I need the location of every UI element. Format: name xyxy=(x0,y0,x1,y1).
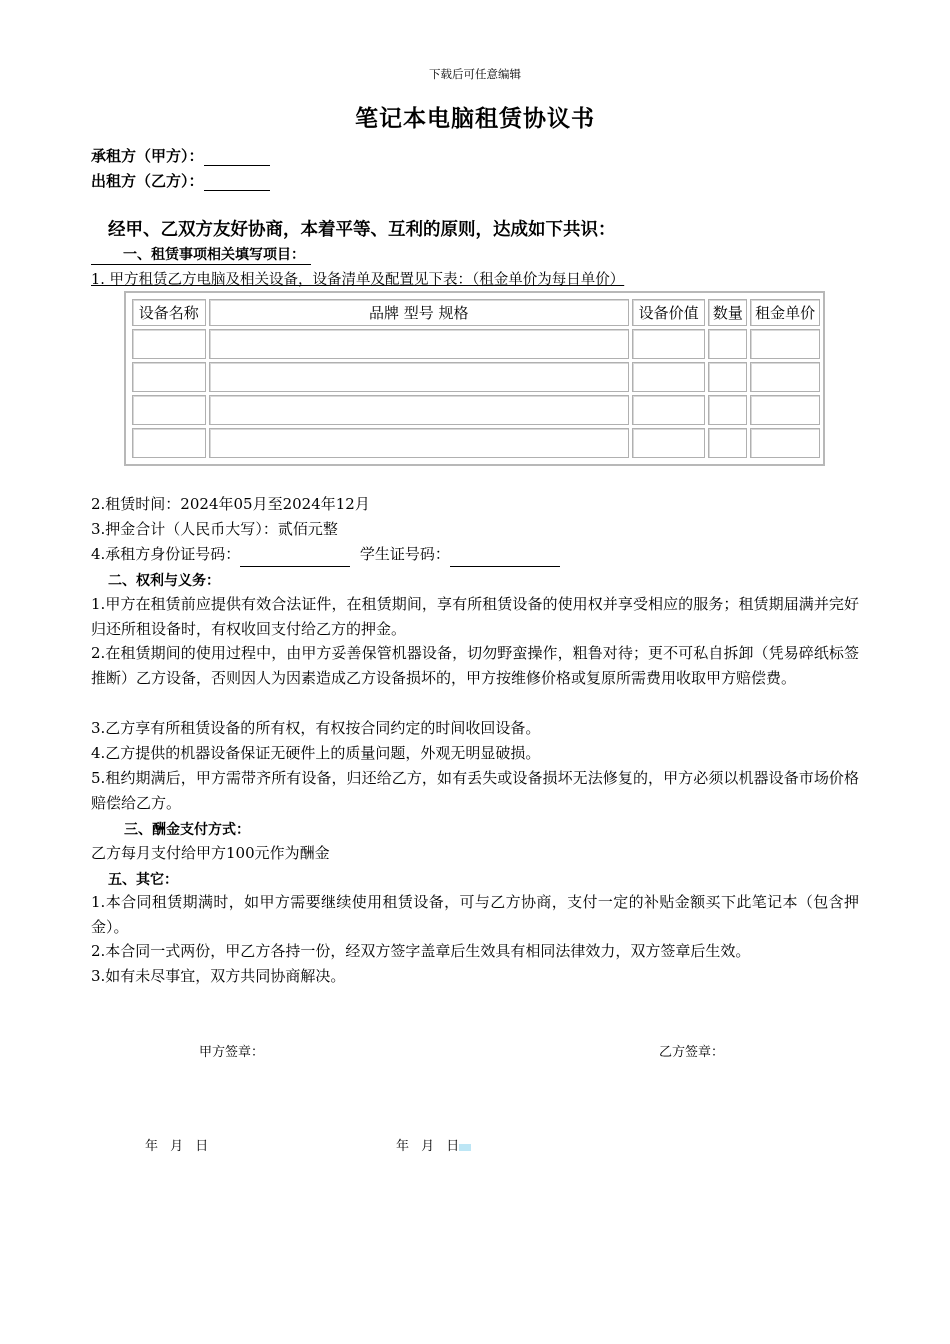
section1-item4 xyxy=(91,542,560,567)
section2-item2: 2.在租赁期间的使用过程中，由甲方妥善保管机器设备，切勿野蛮操作，粗鲁对待；更不可私自拆卸（凭易碎纸标签推断）乙方设备，否则因人为因素造成乙方设备损坏的，甲方按维修价格或复原所需费用收取甲方赔偿费。 xyxy=(91,644,859,687)
table-cell[interactable] xyxy=(632,428,706,458)
table-cell[interactable] xyxy=(209,428,629,458)
table-cell[interactable] xyxy=(132,428,206,458)
table-cell[interactable] xyxy=(632,362,706,392)
section1-item3: 3.押金合计（人民币大写）：贰佰元整 xyxy=(91,520,338,538)
table-row xyxy=(132,428,820,458)
section2-item4: 4.乙方提供的机器设备保证无硬件上的质量问题，外观无明显破损。 xyxy=(91,744,541,762)
table-cell[interactable] xyxy=(708,395,747,425)
col-header-brand-model-spec: 品牌 型号 规格 xyxy=(209,299,629,326)
table-cell[interactable] xyxy=(750,395,820,425)
table-row xyxy=(132,362,820,392)
header-note: 下载后可任意编辑 xyxy=(429,67,521,81)
table-row xyxy=(132,395,820,425)
section1-item1: 1. 甲方租赁乙方电脑及相关设备，设备清单及配置见下表：（租金单价为每日单价） xyxy=(91,272,625,288)
section3-text: 乙方每月支付给甲方100元作为酬金 xyxy=(91,844,330,862)
table-cell[interactable] xyxy=(132,329,206,359)
table-cell[interactable] xyxy=(209,362,629,392)
student-id-blank[interactable] xyxy=(450,549,560,567)
table-cell[interactable] xyxy=(132,395,206,425)
section2-item3: 3.乙方享有所租赁设备的所有权，有权按合同约定的时间收回设备。 xyxy=(91,719,541,737)
col-header-device-name: 设备名称 xyxy=(132,299,206,326)
lessee-blank[interactable] xyxy=(204,150,270,166)
lessor-line xyxy=(91,170,270,191)
section3-heading: 三、酬金支付方式： xyxy=(124,822,250,838)
intro-statement: 经甲、乙双方友好协商，本着平等、互利的原则，达成如下共识： xyxy=(108,220,616,240)
party-a-signature-label: 甲方签章： xyxy=(199,1045,265,1060)
lessee-line xyxy=(91,145,270,166)
section1-item2: 2.租赁时间：2024年05月至2024年12月 xyxy=(91,495,370,513)
section1-heading: 一、租赁事项相关填写项目： xyxy=(91,244,311,265)
section5-item3: 3.如有未尽事宜，双方共同协商解决。 xyxy=(91,967,346,985)
lessor-blank[interactable] xyxy=(204,175,270,191)
col-header-unit-rent: 租金单价 xyxy=(750,299,820,326)
table-cell[interactable] xyxy=(750,428,820,458)
table-cell[interactable] xyxy=(708,428,747,458)
col-header-device-value: 设备价值 xyxy=(632,299,706,326)
party-b-date-text: 年 月 日 xyxy=(396,1139,460,1154)
student-id-label: 学生证号码： xyxy=(359,545,450,563)
table-cell[interactable] xyxy=(708,329,747,359)
section2-item5: 5.租约期满后，甲方需带齐所有设备，归还给乙方，如有丢失或设备损坏无法修复的，甲方必须以机器设备市场价格赔偿给乙方。 xyxy=(91,769,859,812)
highlight-mark xyxy=(459,1144,471,1151)
party-a-date: 年 月 日 xyxy=(145,1139,209,1154)
table-cell[interactable] xyxy=(132,362,206,392)
table-cell[interactable] xyxy=(750,362,820,392)
id-number-blank[interactable] xyxy=(240,549,350,567)
table-cell[interactable] xyxy=(750,329,820,359)
party-b-signature-label: 乙方签章： xyxy=(659,1045,725,1060)
table-row xyxy=(132,329,820,359)
table-cell[interactable] xyxy=(632,395,706,425)
section5-heading: 五、其它： xyxy=(108,872,178,888)
col-header-quantity: 数量 xyxy=(708,299,747,326)
equipment-table xyxy=(124,291,825,466)
id-number-label: 4.承租方身份证号码： xyxy=(91,545,241,563)
lessee-label: 承租方（甲方）： xyxy=(91,147,204,165)
table-header-row xyxy=(132,299,820,326)
table-cell[interactable] xyxy=(632,329,706,359)
party-b-date xyxy=(396,1135,471,1154)
section5-item2: 2.本合同一式两份，甲乙方各持一份，经双方签字盖章后生效具有相同法律效力，双方签章后生效。 xyxy=(91,942,751,960)
lessor-label: 出租方（乙方）： xyxy=(91,172,204,190)
table-cell[interactable] xyxy=(209,329,629,359)
section2-item1: 1.甲方在租赁前应提供有效合法证件，在租赁期间，享有所租赁设备的使用权并享受相应的服务；租赁期届满并完好归还所租设备时，有权收回支付给乙方的押金。 xyxy=(91,595,859,638)
section2-heading: 二、权利与义务： xyxy=(108,573,220,589)
document-title: 笔记本电脑租赁协议书 xyxy=(355,105,595,132)
table-cell[interactable] xyxy=(708,362,747,392)
table-cell[interactable] xyxy=(209,395,629,425)
section5-item1: 1.本合同租赁期满时，如甲方需要继续使用租赁设备，可与乙方协商，支付一定的补贴金额买下此笔记本（包含押金）。 xyxy=(91,893,859,936)
